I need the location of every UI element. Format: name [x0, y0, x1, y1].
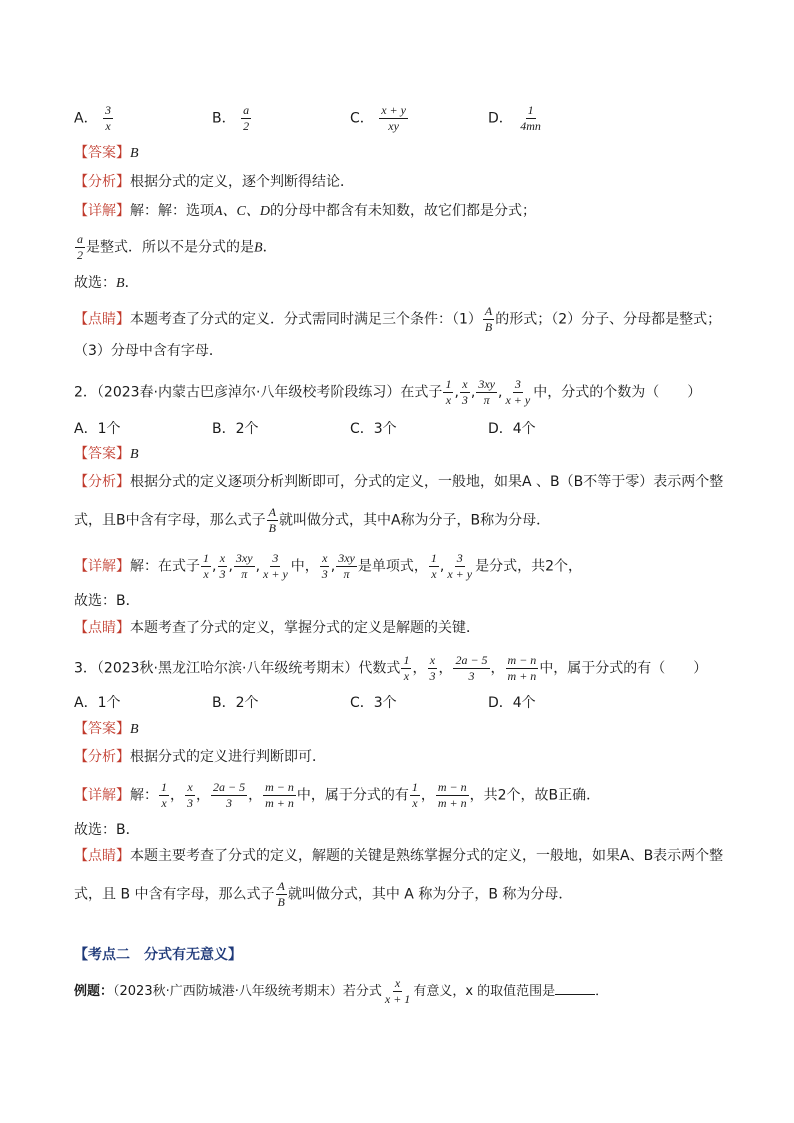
detail-text: ，共2个，故B正确． — [469, 787, 601, 804]
analysis-text: 根据分式的定义，逐个判断得结论． — [130, 174, 354, 190]
option-a — [74, 104, 114, 133]
q1-answer — [74, 143, 139, 164]
q2-stem: 2．（2023春·内蒙古巴彦淖尔·八年级校考阶段练习）在式子 $\frac{1}{x}$ , $\frac{x}{3}$ , $\frac{3xy}{\pi}$ , $\frac{3}{x + y}$ 中，分式的个数为（ ） — [74, 377, 702, 407]
option-letter: A． — [74, 110, 98, 127]
fraction — [506, 654, 539, 683]
denominator: π — [343, 567, 350, 581]
denominator: π — [241, 567, 248, 581]
q2-analysis-cont — [74, 506, 550, 535]
detail-text: 是单项式， — [357, 558, 428, 575]
comment-text: 本题主要考查了分式的定义，解题的关键是熟练掌握分式的定义，一般地，如果A、B表示两个整 — [130, 848, 724, 864]
detail-letters: A、C、D — [214, 204, 270, 219]
comment-text: （3）分母中含有字母． — [74, 343, 223, 359]
numerator: 3 — [514, 377, 521, 391]
numerator: 3xy — [478, 377, 495, 391]
q1-detail-cont — [74, 233, 277, 262]
fraction — [336, 552, 357, 581]
q1-detail — [74, 201, 536, 222]
detail-text: 解：在式子 — [130, 558, 200, 575]
detail-text: 是整式．所以不是分式的是 — [86, 239, 254, 256]
comment-text: 式，且 B 中含有字母，那么式子 — [74, 886, 275, 903]
option-b: B．2个 — [212, 421, 259, 437]
denominator: 3 — [468, 669, 475, 683]
denominator: 3 — [461, 393, 468, 407]
numerator: 2a − 5 — [455, 653, 488, 667]
fraction — [201, 552, 211, 581]
numerator: A — [268, 505, 276, 519]
choose-text: 故选： — [74, 275, 116, 291]
denominator: x + 1 — [384, 992, 411, 1006]
example-label: 例题： — [74, 984, 114, 999]
detail-text: 是分式，共2个， — [475, 558, 582, 575]
detail-tag: 【详解】 — [74, 558, 130, 575]
denominator: 2 — [77, 248, 83, 262]
denominator: 3 — [321, 567, 328, 581]
denominator: m + n — [437, 796, 467, 810]
example-text: 有意义，x 的取值范围是 — [413, 984, 556, 999]
denominator: x + y — [447, 567, 473, 581]
numerator: 1 — [411, 780, 418, 794]
q1-analysis — [74, 172, 354, 192]
q2-detail: 【详解】解：在式子 $\frac{1}{x}$ , $\frac{x}{3}$ , $\frac{3xy}{\pi}$ , $\frac{3}{x + y}$ 中， $\frac{x}{3}$ , $\frac{3xy}{\pi}$ 是单项式， $\frac{1}{x}$ , $\frac{3}{x + y}$ 是分式，共2个， — [74, 551, 582, 581]
detail-text: 解： — [130, 787, 158, 804]
option-letter: C． — [350, 110, 374, 127]
analysis-tag: 【分析】 — [74, 749, 130, 765]
fraction — [476, 378, 497, 407]
fraction — [503, 378, 532, 407]
fraction — [217, 552, 227, 581]
option-a: A．1个 — [74, 421, 121, 437]
comment-tag: 【点睛】 — [74, 311, 130, 328]
numerator: m − n — [265, 780, 294, 794]
fraction — [103, 104, 113, 133]
fraction — [263, 781, 296, 810]
fraction — [261, 552, 290, 581]
option-b — [212, 104, 252, 133]
analysis-text: 式，且B中含有字母，那么式子 — [74, 512, 266, 529]
denominator: x — [431, 567, 437, 581]
fraction — [234, 552, 255, 581]
answer-tag: 【答案】 — [74, 721, 130, 737]
numerator: 1 — [403, 653, 410, 667]
stem-text: 中，属于分式的有（ ） — [539, 660, 708, 677]
comment-text: 就叫做分式，其中 A 称为分子，B 称为分母． — [287, 886, 573, 903]
denominator: x — [105, 119, 111, 133]
denominator: xy — [388, 119, 399, 133]
q2-comment — [74, 618, 480, 638]
numerator: x — [187, 780, 193, 794]
option-letter: B． — [212, 110, 236, 127]
denominator: 3 — [226, 796, 233, 810]
denominator: 3 — [429, 669, 436, 683]
stem-text: 3．（2023秋·黑龙江哈尔滨·八年级统考期末）代数式 — [74, 660, 401, 677]
fraction — [518, 104, 543, 133]
detail-text: 中，属于分式的有 — [296, 787, 409, 804]
option-d: D．4个 — [488, 421, 536, 437]
q1-comment-cont — [74, 341, 223, 361]
fraction — [276, 880, 287, 909]
fraction — [427, 654, 437, 683]
numerator: 3 — [456, 551, 463, 565]
numerator: A — [484, 304, 493, 318]
answer-tag: 【答案】 — [74, 446, 130, 462]
fraction — [241, 104, 251, 133]
numerator: x — [219, 551, 226, 565]
section-title: 【考点二 分式有无意义】 — [74, 947, 242, 963]
detail-text: 解：解：选项 — [130, 203, 214, 219]
example-line — [74, 977, 608, 1006]
option-letter: D． — [488, 110, 513, 127]
q3-choose: 故选：B． — [74, 822, 140, 838]
analysis-tag: 【分析】 — [74, 174, 130, 190]
example-text: （2023秋·广西防城港·八年级统考期末）若分式 — [113, 984, 382, 999]
answer-value: B — [130, 447, 139, 462]
fraction — [483, 305, 494, 334]
fraction — [445, 552, 474, 581]
stem-text: 中，分式的个数为（ ） — [533, 384, 702, 401]
denominator: π — [483, 393, 490, 407]
numerator: 3xy — [235, 551, 253, 565]
choose-text: ． — [124, 275, 139, 291]
denominator: x + y — [263, 567, 288, 581]
answer-value: B — [130, 722, 139, 737]
numerator: x — [322, 551, 328, 565]
numerator: a — [77, 232, 83, 246]
q2-choose: 故选：B． — [74, 593, 140, 609]
detail-text: 的分母中都含有未知数，故它们都是分式； — [270, 203, 536, 219]
denominator: B — [277, 895, 285, 909]
stem-text: 2．（2023春·内蒙古巴彦淖尔·八年级校考阶段练习）在式子 — [74, 384, 443, 401]
denominator: 3 — [219, 567, 226, 581]
fraction — [185, 781, 195, 810]
numerator: 1 — [161, 780, 167, 794]
denominator: B — [268, 521, 276, 535]
answer-tag: 【答案】 — [74, 145, 130, 161]
fraction — [267, 506, 278, 535]
answer-value: B — [130, 146, 139, 161]
option-c: C．3个 — [350, 695, 397, 711]
detail-text: ． — [262, 239, 277, 256]
numerator: x — [462, 377, 468, 391]
denominator: x — [412, 796, 418, 810]
option-a: A．1个 — [74, 695, 121, 711]
analysis-tag: 【分析】 — [74, 474, 130, 490]
numerator: 1 — [203, 551, 209, 565]
fraction — [379, 104, 408, 133]
denominator: x — [203, 567, 209, 581]
denominator: 3 — [187, 796, 193, 810]
q3-analysis — [74, 747, 326, 767]
numerator: a — [243, 103, 250, 117]
numerator: 1 — [430, 551, 437, 565]
q3-detail: 【详解】解： $\frac{1}{x}$ ， $\frac{x}{3}$ ， $\frac{2a - 5}{3}$ ， $\frac{m - n}{m + n}$ 中，属于分式的有 $\frac{1}{x}$ ， $\frac{m - n}{m + n}$ ，共2个，故B正确． — [74, 780, 601, 810]
detail-letter: B — [254, 240, 263, 256]
fraction — [460, 378, 470, 407]
option-d: D．4个 — [488, 695, 536, 711]
denominator: x — [403, 669, 410, 683]
comment-text: 本题考查了分式的定义，掌握分式的定义是解题的关键． — [130, 620, 480, 636]
fraction — [211, 781, 247, 810]
analysis-text: 根据分式的定义进行判断即可． — [130, 749, 326, 765]
numerator: 3 — [272, 551, 279, 565]
comment-tag: 【点睛】 — [74, 848, 130, 864]
denominator: m + n — [507, 669, 537, 683]
fraction — [453, 654, 489, 683]
comment-text: 的形式；（2）分子、分母都是整式； — [495, 311, 722, 328]
q1-comment — [74, 305, 721, 334]
fraction — [320, 552, 330, 581]
option-d — [488, 104, 544, 133]
numerator: 3xy — [338, 551, 355, 565]
numerator: m − n — [507, 653, 537, 667]
fraction — [75, 233, 85, 262]
q3-answer — [74, 719, 139, 740]
denominator: m + n — [265, 796, 294, 810]
analysis-text: 根据分式的定义逐项分析判断即可，分式的定义，一般地，如果A 、B（B不等于零）表示两个整 — [130, 474, 724, 490]
example-text: ． — [595, 984, 609, 999]
fraction — [429, 552, 439, 581]
q3-comment — [74, 846, 723, 866]
option-c — [350, 104, 409, 133]
numerator: m − n — [437, 780, 467, 794]
denominator: x — [445, 393, 452, 407]
numerator: 1 — [445, 377, 452, 391]
numerator: 3 — [105, 103, 112, 117]
numerator: x — [394, 976, 401, 990]
answer-blank[interactable] — [555, 980, 595, 995]
q1-choose — [74, 273, 139, 294]
numerator: 1 — [527, 103, 534, 117]
numerator: A — [277, 879, 285, 893]
comment-text: 本题考查了分式的定义．分式需同时满足三个条件：（1） — [130, 311, 482, 328]
q2-analysis — [74, 472, 723, 492]
detail-tag: 【详解】 — [74, 203, 130, 219]
fraction — [443, 378, 453, 407]
option-c: C．3个 — [350, 421, 397, 437]
denominator: 2 — [243, 119, 250, 133]
choose-letter: B — [116, 276, 125, 291]
comment-tag: 【点睛】 — [74, 620, 130, 636]
fraction — [383, 977, 412, 1006]
denominator: B — [484, 320, 493, 334]
q3-comment-cont — [74, 880, 572, 909]
fraction — [159, 781, 169, 810]
denominator: 4mn — [520, 119, 541, 133]
fraction — [410, 781, 420, 810]
detail-text: 中， — [290, 558, 319, 575]
fraction — [436, 781, 469, 810]
numerator: x — [429, 653, 436, 667]
denominator: x — [161, 796, 167, 810]
numerator: x + y — [381, 103, 406, 117]
analysis-text: 就叫做分式，其中A称为分子，B称为分母． — [278, 512, 551, 529]
numerator: 2a − 5 — [213, 780, 246, 794]
q2-answer — [74, 444, 139, 465]
fraction — [401, 654, 411, 683]
denominator: x + y — [505, 393, 531, 407]
q3-stem: 3．（2023秋·黑龙江哈尔滨·八年级统考期末）代数式 $\frac{1}{x}$ ， $\frac{x}{3}$ ， $\frac{2a - 5}{3}$ ， $\frac{m - n}{m + n}$ 中，属于分式的有（ ） — [74, 653, 708, 683]
detail-tag: 【详解】 — [74, 787, 130, 804]
option-b: B．2个 — [212, 695, 259, 711]
